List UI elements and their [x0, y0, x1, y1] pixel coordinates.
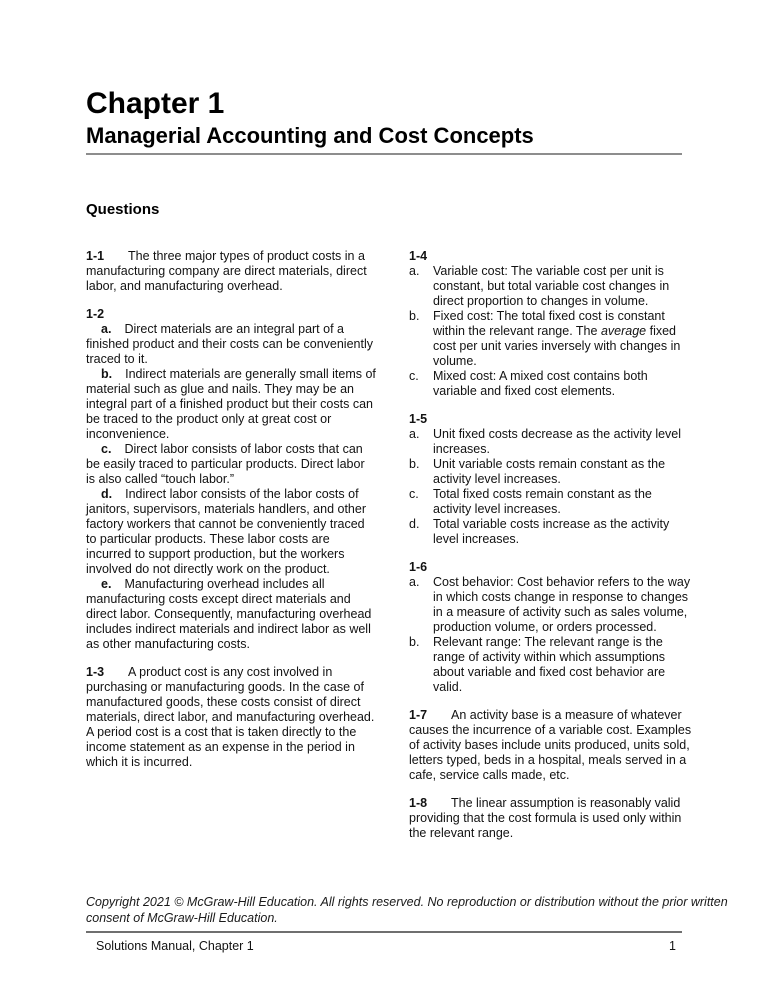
question-1-8 — [409, 796, 692, 841]
list-item-text: Total variable costs increase as the activity level increases. — [433, 517, 670, 546]
footer-page-number: 1 — [669, 939, 676, 953]
list-item-text-segment: fixed cost per unit varies inversely with changes in volume. — [433, 324, 681, 368]
question-text: A product cost is any cost involved in purchasing or manufacturing goods. In the case of manufactured goods, these costs consist of direct materials, direct labor, and manufacturing overhead. A period cost is a cost that is taken directly to the income statement as an expense in the period in which it is incurred. — [86, 665, 375, 769]
list-item — [409, 264, 692, 309]
footer-manual-label: Solutions Manual, Chapter 1 — [96, 939, 254, 953]
question-paragraph — [86, 249, 377, 294]
right-column — [409, 249, 692, 854]
list-item-text: Direct materials are an integral part of a finished product and their costs can be conveniently traced to it. — [86, 322, 373, 366]
list-item-text: Unit fixed costs decrease as the activity level increases. — [433, 427, 682, 456]
list-item-text: Cost behavior: Cost behavior refers to the way in which costs change in response to changes in a measure of activity such as sales volume, production volume, or orders processed. — [433, 575, 691, 634]
question-number: 1-6 — [409, 560, 428, 574]
list-item-text: Manufacturing overhead includes all manufacturing costs except direct materials and direct labor. Consequently, manufacturing overhead includes indirect materials and indirect labor as well as other manufacturing costs. — [86, 577, 372, 651]
list-item-letter: b. — [409, 309, 420, 323]
list-item — [86, 487, 377, 577]
question-text: An activity base is a measure of whatever causes the incurrence of a variable cost. Examples of activity bases include units produced, units sold, letters typed, beds in a hospital, meals served in a cafe, service calls made, etc. — [409, 708, 692, 782]
chapter-subtitle: Managerial Accounting and Cost Concepts — [86, 123, 534, 148]
question-number: 1-2 — [86, 307, 105, 321]
question-number: 1-1 — [86, 249, 105, 263]
question-paragraph — [86, 665, 377, 770]
list-item-letter: e. — [101, 577, 112, 591]
list-item — [409, 369, 692, 399]
list-item — [86, 367, 377, 442]
list-item-letter: a. — [409, 427, 420, 441]
chapter-header — [86, 86, 682, 155]
list-item-text-segment: Fixed cost: The total fixed cost is constant within the relevant range. The — [433, 309, 665, 338]
question-1-1 — [86, 249, 377, 294]
question-1-3 — [86, 665, 377, 770]
question-number: 1-5 — [409, 412, 428, 426]
list-item-letter: b. — [101, 367, 113, 381]
list-item-text: Indirect labor consists of the labor costs of janitors, supervisors, materials handlers, and other factory workers that cannot be conveniently traced to particular products. These labor costs are incurred to support production, but the workers involved do not directly work on the product. — [86, 487, 366, 576]
list-item — [409, 457, 692, 487]
question-number: 1-4 — [409, 249, 428, 263]
list-item — [409, 575, 692, 635]
list-item-letter: c. — [101, 442, 112, 456]
list-item-text-italic: average — [600, 324, 647, 338]
list-item-text — [433, 309, 692, 369]
list-item-letter: d. — [409, 517, 420, 531]
list-item-text: Direct labor consists of labor costs that can be easily traced to particular products. Direct labor is also called “touch labor.” — [86, 442, 365, 486]
question-1-4 — [409, 249, 692, 399]
list-item-letter: c. — [409, 487, 419, 501]
question-number: 1-7 — [409, 708, 428, 722]
list-item-text: Total fixed costs remain constant as the activity level increases. — [433, 487, 652, 516]
list-item-letter: c. — [409, 369, 419, 383]
question-number: 1-8 — [409, 796, 428, 810]
question-1-7 — [409, 708, 692, 783]
question-1-5 — [409, 412, 692, 547]
list-item-letter: b. — [409, 635, 420, 649]
list-item — [409, 309, 692, 369]
page-footer — [86, 894, 740, 954]
section-heading: Questions — [86, 201, 160, 218]
list-item-text: Indirect materials are generally small items of material such as glue and nails. They may be an integral part of a finished product but their costs can be traced to the product only at great cost or inconvenience. — [86, 367, 376, 441]
question-paragraph — [409, 708, 692, 783]
copyright-notice: Copyright 2021 © McGraw-Hill Education. All rights reserved. No reproduction or distribution without the prior written consent of McGraw-Hill Education. — [86, 895, 728, 925]
question-text: The three major types of product costs in a manufacturing company are direct materials, direct labor, and manufacturing overhead. — [86, 249, 367, 293]
two-column-body — [86, 249, 692, 854]
list-item-letter: a. — [409, 264, 420, 278]
list-item — [86, 442, 377, 487]
list-item — [86, 577, 377, 652]
list-item-text: Mixed cost: A mixed cost contains both variable and fixed cost elements. — [433, 369, 648, 398]
list-item-letter: b. — [409, 457, 420, 471]
question-1-6 — [409, 560, 692, 695]
list-item — [409, 427, 692, 457]
footer-row — [86, 933, 682, 954]
list-item-text: Unit variable costs remain constant as the activity level increases. — [433, 457, 666, 486]
question-1-2 — [86, 307, 377, 652]
list-item — [409, 635, 692, 695]
question-number: 1-3 — [86, 665, 105, 679]
left-column — [86, 249, 377, 854]
list-item-text: Relevant range: The relevant range is the range of activity within which assumptions about variable and fixed cost behavior are valid. — [433, 635, 666, 694]
list-item-text: Variable cost: The variable cost per unit is constant, but total variable cost changes in direct proportion to changes in volume. — [433, 264, 670, 308]
question-text: The linear assumption is reasonably valid providing that the cost formula is used only within the relevant range. — [409, 796, 682, 840]
list-item-letter: a. — [409, 575, 420, 589]
list-item-letter: a. — [101, 322, 112, 336]
list-item — [409, 517, 692, 547]
list-item-letter: d. — [101, 487, 113, 501]
list-item — [409, 487, 692, 517]
question-paragraph — [409, 796, 692, 841]
chapter-title: Chapter 1 — [86, 87, 225, 120]
list-item — [86, 322, 377, 367]
